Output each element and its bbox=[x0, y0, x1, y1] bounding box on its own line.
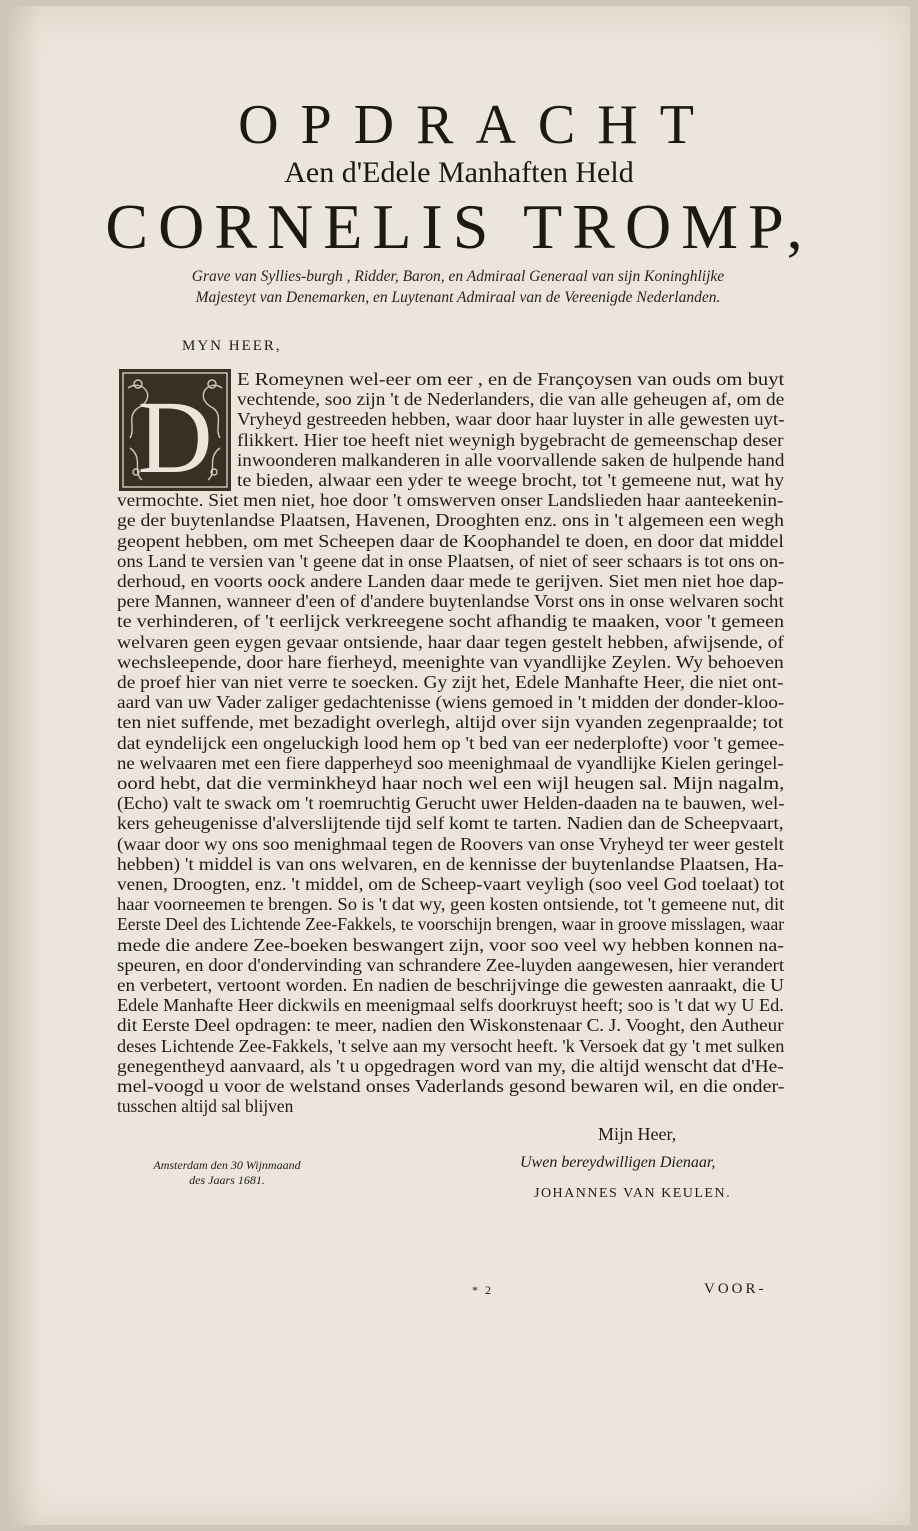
signature-mark: * 2 bbox=[472, 1283, 493, 1297]
text-line: E Romeynen wel-eer om eer , en de Françoysen van ouds om buyt bbox=[237, 369, 785, 389]
text-line: te bieden, alwaar een yder te weege brocht, tot 't gemeene nut, wat hy bbox=[237, 470, 785, 490]
closing-greeting: Mijn Heer, bbox=[598, 1124, 677, 1144]
text-line: vechtende, soo zijn 't de Nederlanders, die van alle geheugen af, om de bbox=[237, 389, 785, 410]
text-line: (waar door wy ons soo menighmaal tegen de Roovers van onse Vryheyd ter weer gestelt bbox=[117, 833, 784, 854]
initial-letter: D bbox=[137, 380, 213, 492]
text-line: ge der buytenlandse Plaatsen, Havenen, Drooghten enz. ons in 't algemeen een wegh bbox=[117, 510, 784, 531]
text-line: haar voorneemen te brengen. So is 't dat wy, geen kosten ontsiende, tot 't gemeene nut, dit bbox=[117, 894, 785, 915]
place-date-line-2: des Jaars 1681. bbox=[189, 1173, 265, 1187]
text-line: vermochte. Siet men niet, hoe door 't omswerven onser Landslieden haar aanteekenin- bbox=[117, 490, 784, 511]
text-line: wechsleepende, door hare fierheyd, meenighte van vyandlijke Zeylen. Wy behoeven bbox=[117, 651, 784, 672]
text-line: welvaren geen eygen gevaar ontsiende, haar daar tegen gestelt hebben, afwijsende, of bbox=[117, 631, 784, 652]
subtitle-line-2: Majesteyt van Denemarken, en Luytenant Admiraal van de Vereenigde Nederlanden. bbox=[195, 289, 721, 306]
text-line: dit Eerste Deel opdragen: te meer, nadien den Wiskonstenaar C. J. Vooght, den Autheur bbox=[117, 1015, 784, 1036]
text-line: oord hebt, dat die verminkheyd haar noch wel een wijl heugen sal. Mijn nagalm, bbox=[117, 773, 785, 793]
text-line: te verhinderen, of 't eerlijck verkreegene socht afhandig te maaken, voor 't gemeen bbox=[117, 611, 785, 632]
text-line: venen, Droogten, enz. 't middel, om de Scheep-vaart veyligh (soo veel God toelaat) tot bbox=[117, 874, 785, 894]
text-line: Eerste Deel des Lichtende Zee-Fakkels, te voorschijn brengen, waar in groove misslagen, waar bbox=[117, 914, 785, 935]
text-line: pere Mannen, wanneer d'een of d'andere buytenlandse Vorst ons in onse welvaren socht bbox=[117, 591, 784, 612]
text-line: deses Lichtende Zee-Fakkels, 't selve aan my versocht heeft. 'k Versoek dat gy 't met sulken bbox=[117, 1035, 785, 1056]
text-line: tusschen altijd sal blijven bbox=[117, 1096, 294, 1117]
text-line: dat eyndelijck een ongeluckigh lood hem op 't bed van eer nederplofte) voor 't gemee- bbox=[117, 732, 785, 753]
text-line: geopent hebben, om met Scheepen daar de Koophandel te doen, en door dat middel bbox=[117, 530, 784, 551]
closing-servant: Uwen bereydwilligen Dienaar, bbox=[520, 1154, 716, 1171]
text-line: speuren, en door d'ondervinding van schrandere Zee-luyden aangewesen, hier verandert bbox=[117, 954, 785, 975]
text-line: Edele Manhafte Heer dickwils en meenigmaal selfs doorkruyst heeft; soo is 't dat wy U Ed. bbox=[117, 995, 784, 1016]
text-line: Vryheyd gestreeden hebben, waar door haar luyster in alle gewesten uyt- bbox=[237, 409, 785, 430]
place-date bbox=[142, 1158, 312, 1188]
place-date-line-1: Amsterdam den 30 Wijnmaand bbox=[153, 1158, 301, 1172]
signer-name: JOHANNES VAN KEULEN. bbox=[534, 1186, 732, 1201]
text-line: ten niet suffende, met bezadight overlegh, altijd over sijn vyanden zegenpraalde; tot bbox=[117, 712, 784, 733]
text-line: derhoud, en voorts oock andere Landen daar mede te gerijven. Siet men niet hoe dap- bbox=[117, 571, 784, 591]
text-line: hebben) 't middel is van ons welvaren, en de kennisse der buytenlandse Plaatsen, Ha- bbox=[117, 853, 784, 874]
text-line: aard van uw Vader zaliger gedachtenisse (wiens gemoed in 't midden der donder-kloo- bbox=[117, 692, 785, 713]
decorated-initial-letter bbox=[118, 368, 232, 492]
text-line: de proef hier van niet verre te soecken. Gy zijt het, Edele Manhafte Heer, die niet ont- bbox=[117, 672, 784, 692]
title-dedication: Aen d'Edele Manhaften Held bbox=[284, 156, 634, 189]
text-line: kers geheugenisse d'alverslijtende tijd self komt te tarten. Nadien dan de Scheepvaart, bbox=[117, 813, 784, 834]
title-name: CORNELIS TROMP, bbox=[105, 191, 813, 262]
text-line: mede die andere Zee-boeken beswangert zijn, voor soo veel wy hebben konnen na- bbox=[117, 934, 784, 955]
text-line: inwoonderen malkanderen in alle voorvallende saken de hulpende hand bbox=[237, 449, 785, 470]
text-line: genegentheyd aanvaard, als 't u opgedragen word van my, die altijd wenscht dat d'He- bbox=[117, 1055, 784, 1076]
text-line: mel-voogd u voor de welstand onses Vaderlands gesond bewaren wil, en die onder- bbox=[117, 1076, 785, 1096]
text-line: en verbetert, vertoont worden. En nadien de beschrijvinge die gewesten aanraakt, die U bbox=[117, 975, 784, 995]
text-line: flikkert. Hier toe heeft niet weynigh bygebracht de gemeenschap deser bbox=[237, 429, 784, 450]
text-line: ne welvaaren met een fiere dapperheyd soo meenighmaal de vyandlijke Kielen geringel- bbox=[117, 752, 784, 773]
title-opdracht: OPDRACHT bbox=[238, 94, 716, 156]
catchword: VOOR- bbox=[704, 1281, 767, 1297]
subtitle-line-1: Grave van Syllies-burgh , Ridder, Baron, en Admiraal Generaal van sijn Koninghlijke bbox=[191, 268, 725, 285]
text-line: ons Land te versien van 't geene dat in onse Plaatsen, of niet of seer schaars is tot ons on- bbox=[117, 550, 785, 571]
salutation: MYN HEER, bbox=[182, 338, 282, 354]
text-line: (Echo) valt te swack om 't roemruchtig Gerucht uwer Helden-daaden na te bauwen, wel- bbox=[117, 793, 785, 814]
